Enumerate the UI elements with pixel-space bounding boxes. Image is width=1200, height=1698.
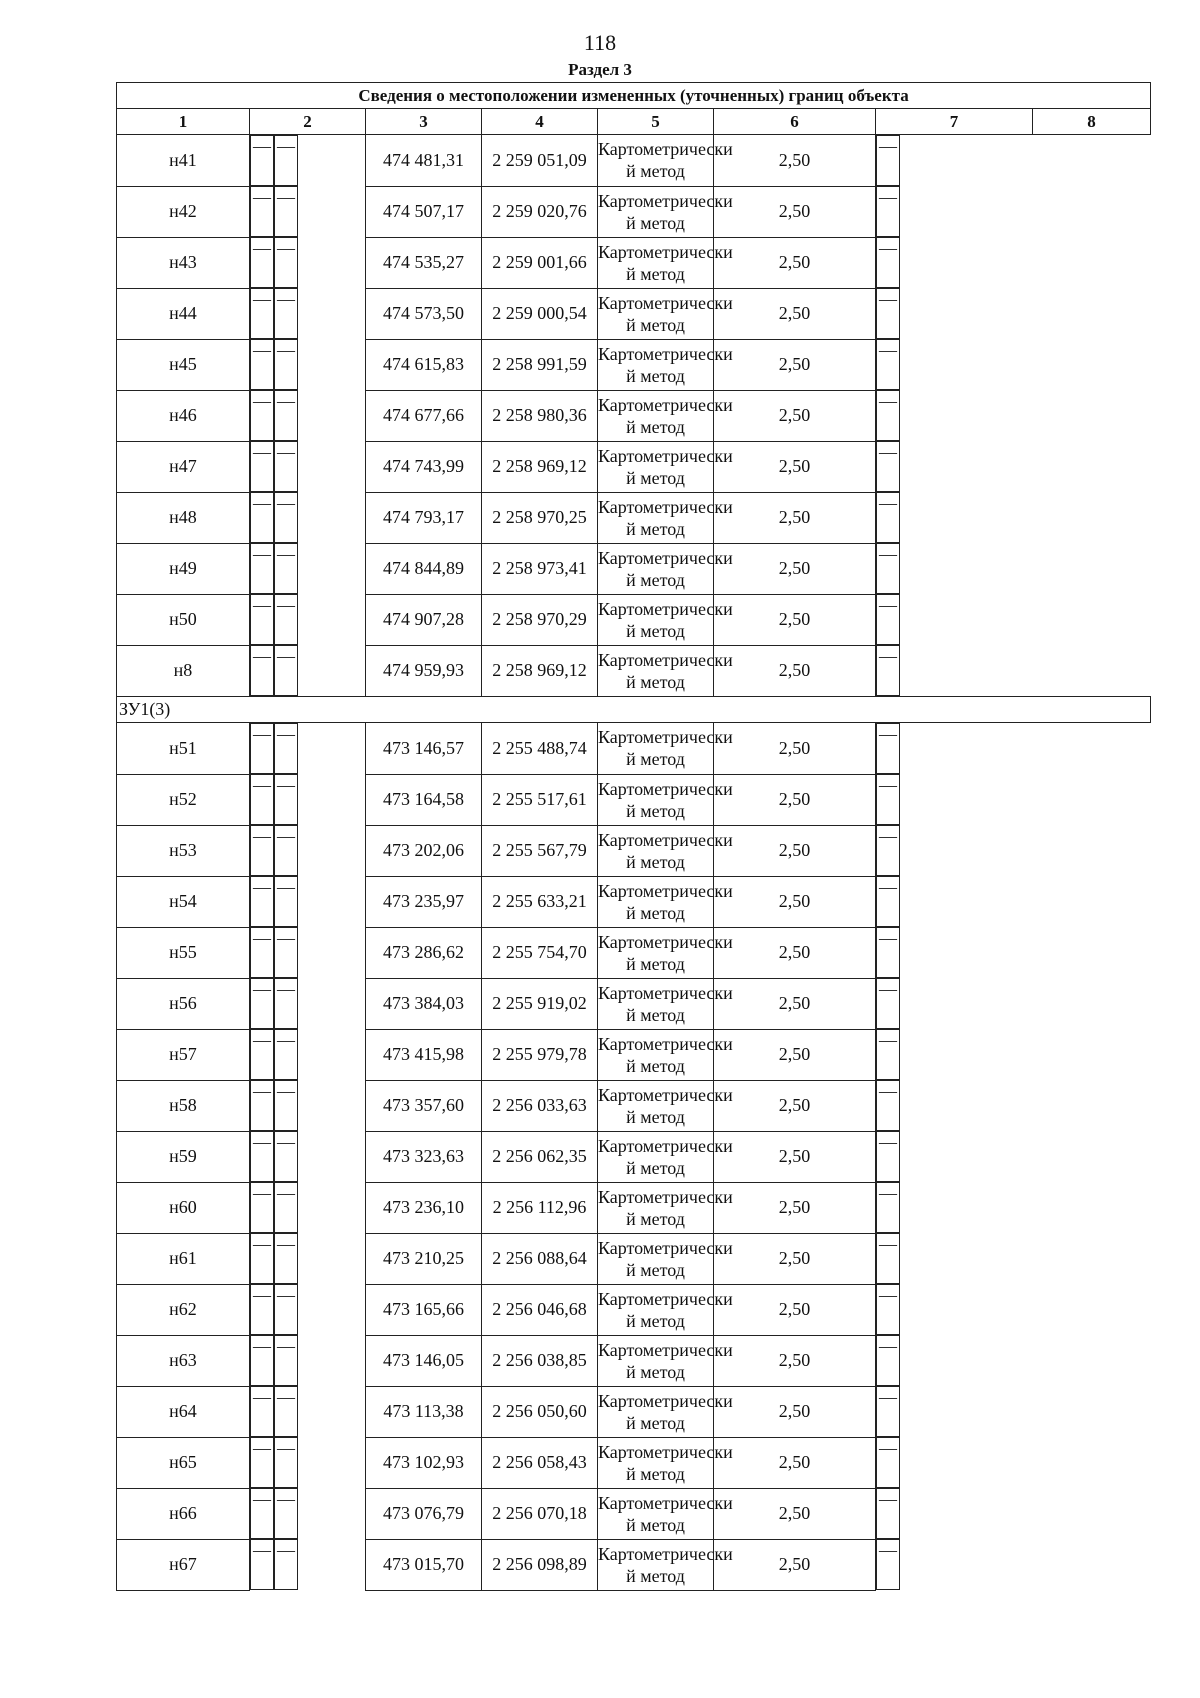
x-coordinate-cell: 473 102,93 [366,1437,482,1488]
method-cell: Картометрически й метод [598,186,714,237]
accuracy-cell: 2,50 [714,288,876,339]
x-coordinate-cell: 474 844,89 [366,543,482,594]
point-cell: н42 [117,186,250,237]
page-number: 118 [583,30,617,55]
point-cell: н63 [117,1335,250,1386]
col3-cell: — [274,390,298,441]
x-coordinate-cell: 473 146,05 [366,1335,482,1386]
col8-cell: — [876,1335,900,1386]
point-cell: н57 [117,1029,250,1080]
method-cell: Картометрически й метод [598,390,714,441]
col2-cell: — [250,978,274,1029]
accuracy-cell: 2,50 [714,441,876,492]
table-row [117,1029,1151,1080]
col8-cell: — [876,237,900,288]
x-coordinate-cell: 474 481,31 [366,135,482,187]
col8-cell: — [876,1386,900,1437]
table-row [117,237,1151,288]
accuracy-cell: 2,50 [714,1437,876,1488]
x-coordinate-cell: 473 415,98 [366,1029,482,1080]
x-coordinate-cell: 474 793,17 [366,492,482,543]
col2-cell: — [250,876,274,927]
table-row [117,543,1151,594]
table-row [117,441,1151,492]
table-row [117,876,1151,927]
point-cell: н55 [117,927,250,978]
col3-cell: — [274,186,298,237]
accuracy-cell: 2,50 [714,1539,876,1590]
y-coordinate-cell: 2 259 051,09 [482,135,598,187]
col2-cell: — [250,1539,274,1590]
col3-cell: — [274,978,298,1029]
table-row [117,1488,1151,1539]
table-row [117,135,1151,187]
x-coordinate-cell: 474 677,66 [366,390,482,441]
col3-cell: — [274,1233,298,1284]
method-cell: Картометрически й метод [598,135,714,187]
y-coordinate-cell: 2 259 000,54 [482,288,598,339]
col8-cell: — [876,186,900,237]
y-coordinate-cell: 2 256 112,96 [482,1182,598,1233]
point-cell: н65 [117,1437,250,1488]
table-row [117,1437,1151,1488]
col2-cell: — [250,723,274,774]
col8-cell: — [876,645,900,696]
x-coordinate-cell: 474 743,99 [366,441,482,492]
col2-cell: — [250,594,274,645]
x-coordinate-cell: 474 615,83 [366,339,482,390]
x-coordinate-cell: 473 113,38 [366,1386,482,1437]
table-row [117,825,1151,876]
point-cell: н52 [117,774,250,825]
point-cell: н53 [117,825,250,876]
y-coordinate-cell: 2 256 038,85 [482,1335,598,1386]
column-header: 5 [598,109,714,135]
table-row [117,927,1151,978]
col8-cell: — [876,1437,900,1488]
y-coordinate-cell: 2 259 020,76 [482,186,598,237]
x-coordinate-cell: 473 384,03 [366,978,482,1029]
col2-cell: — [250,186,274,237]
table-row [117,288,1151,339]
accuracy-cell: 2,50 [714,1029,876,1080]
col8-cell: — [876,492,900,543]
col8-cell: — [876,135,900,186]
col3-cell: — [274,1335,298,1386]
method-cell: Картометрически й метод [598,339,714,390]
y-coordinate-cell: 2 259 001,66 [482,237,598,288]
table-row [117,1335,1151,1386]
method-cell: Картометрически й метод [598,492,714,543]
x-coordinate-cell: 474 535,27 [366,237,482,288]
table-row [117,1284,1151,1335]
method-cell: Картометрически й метод [598,594,714,645]
table-row [117,1131,1151,1182]
x-coordinate-cell: 474 907,28 [366,594,482,645]
x-coordinate-cell: 473 286,62 [366,927,482,978]
section-title: Раздел 3 [568,60,632,79]
table-row [117,1539,1151,1590]
accuracy-cell: 2,50 [714,978,876,1029]
column-header: 3 [366,109,482,135]
method-cell: Картометрически й метод [598,1284,714,1335]
table-caption-row [117,83,1151,109]
col3-cell: — [274,1131,298,1182]
point-cell: н64 [117,1386,250,1437]
accuracy-cell: 2,50 [714,723,876,775]
col2-cell: — [250,390,274,441]
x-coordinate-cell: 473 164,58 [366,774,482,825]
col8-cell: — [876,1488,900,1539]
table-row [117,978,1151,1029]
point-cell: н47 [117,441,250,492]
y-coordinate-cell: 2 255 567,79 [482,825,598,876]
point-cell: н67 [117,1539,250,1590]
accuracy-cell: 2,50 [714,1131,876,1182]
col2-cell: — [250,543,274,594]
y-coordinate-cell: 2 255 754,70 [482,927,598,978]
point-cell: н54 [117,876,250,927]
point-cell: н8 [117,645,250,697]
method-cell: Картометрически й метод [598,1182,714,1233]
method-cell: Картометрически й метод [598,1131,714,1182]
method-cell: Картометрически й метод [598,774,714,825]
col3-cell: — [274,1386,298,1437]
accuracy-cell: 2,50 [714,135,876,187]
accuracy-cell: 2,50 [714,390,876,441]
col2-cell: — [250,1131,274,1182]
point-cell: н62 [117,1284,250,1335]
accuracy-cell: 2,50 [714,774,876,825]
col2-cell: — [250,1233,274,1284]
y-coordinate-cell: 2 256 058,43 [482,1437,598,1488]
col3-cell: — [274,825,298,876]
col2-cell: — [250,1080,274,1131]
col3-cell: — [274,288,298,339]
method-cell: Картометрически й метод [598,441,714,492]
table-row [117,1182,1151,1233]
table-row [117,594,1151,645]
col3-cell: — [274,339,298,390]
accuracy-cell: 2,50 [714,186,876,237]
column-header: 8 [1033,109,1151,135]
point-cell: н66 [117,1488,250,1539]
col2-cell: — [250,927,274,978]
accuracy-cell: 2,50 [714,1488,876,1539]
method-cell: Картометрически й метод [598,1335,714,1386]
point-cell: н58 [117,1080,250,1131]
col3-cell: — [274,237,298,288]
accuracy-cell: 2,50 [714,645,876,697]
col3-cell: — [274,594,298,645]
x-coordinate-cell: 473 357,60 [366,1080,482,1131]
method-cell: Картометрически й метод [598,1386,714,1437]
x-coordinate-cell: 473 235,97 [366,876,482,927]
y-coordinate-cell: 2 258 980,36 [482,390,598,441]
y-coordinate-cell: 2 256 033,63 [482,1080,598,1131]
x-coordinate-cell: 473 146,57 [366,723,482,775]
col8-cell: — [876,1080,900,1131]
method-cell: Картометрически й метод [598,1029,714,1080]
col8-cell: — [876,1284,900,1335]
col8-cell: — [876,774,900,825]
col3-cell: — [274,1437,298,1488]
y-coordinate-cell: 2 255 633,21 [482,876,598,927]
y-coordinate-cell: 2 255 979,78 [482,1029,598,1080]
col2-cell: — [250,1029,274,1080]
column-header: 6 [714,109,876,135]
col8-cell: — [876,1131,900,1182]
col2-cell: — [250,339,274,390]
accuracy-cell: 2,50 [714,339,876,390]
col8-cell: — [876,288,900,339]
table-row [117,723,1151,775]
point-cell: н48 [117,492,250,543]
col2-cell: — [250,492,274,543]
x-coordinate-cell: 473 323,63 [366,1131,482,1182]
method-cell: Картометрически й метод [598,927,714,978]
col2-cell: — [250,1182,274,1233]
method-cell: Картометрически й метод [598,825,714,876]
col8-cell: — [876,594,900,645]
x-coordinate-cell: 474 573,50 [366,288,482,339]
table-row [117,1386,1151,1437]
x-coordinate-cell: 473 165,66 [366,1284,482,1335]
method-cell: Картометрически й метод [598,1437,714,1488]
column-header: 1 [117,109,250,135]
column-header-row [117,109,1151,135]
y-coordinate-cell: 2 258 970,25 [482,492,598,543]
col8-cell: — [876,339,900,390]
coordinates-table [116,82,1151,1591]
y-coordinate-cell: 2 256 070,18 [482,1488,598,1539]
point-cell: н51 [117,723,250,775]
accuracy-cell: 2,50 [714,1335,876,1386]
accuracy-cell: 2,50 [714,825,876,876]
x-coordinate-cell: 473 210,25 [366,1233,482,1284]
col3-cell: — [274,1080,298,1131]
point-cell: н45 [117,339,250,390]
column-header: 4 [482,109,598,135]
col8-cell: — [876,723,900,774]
accuracy-cell: 2,50 [714,594,876,645]
accuracy-cell: 2,50 [714,1284,876,1335]
col2-cell: — [250,1437,274,1488]
point-cell: н43 [117,237,250,288]
y-coordinate-cell: 2 256 088,64 [482,1233,598,1284]
point-cell: н44 [117,288,250,339]
y-coordinate-cell: 2 255 488,74 [482,723,598,775]
method-cell: Картометрически й метод [598,645,714,697]
col2-cell: — [250,1386,274,1437]
table-row [117,390,1151,441]
method-cell: Картометрически й метод [598,543,714,594]
table-row [117,1080,1151,1131]
table-row [117,774,1151,825]
accuracy-cell: 2,50 [714,1080,876,1131]
table-row [117,645,1151,697]
col2-cell: — [250,288,274,339]
x-coordinate-cell: 473 076,79 [366,1488,482,1539]
point-cell: н60 [117,1182,250,1233]
col8-cell: — [876,978,900,1029]
col8-cell: — [876,1233,900,1284]
point-cell: н46 [117,390,250,441]
y-coordinate-cell: 2 256 050,60 [482,1386,598,1437]
table-caption: Сведения о местоположении измененных (уточненных) границ объекта [117,83,1151,109]
col3-cell: — [274,723,298,774]
point-cell: н41 [117,135,250,187]
accuracy-cell: 2,50 [714,876,876,927]
col2-cell: — [250,135,274,186]
method-cell: Картометрически й метод [598,1080,714,1131]
table-row [117,492,1151,543]
col3-cell: — [274,774,298,825]
x-coordinate-cell: 474 507,17 [366,186,482,237]
col3-cell: — [274,135,298,186]
col8-cell: — [876,1539,900,1590]
col3-cell: — [274,645,298,696]
col3-cell: — [274,876,298,927]
col3-cell: — [274,1488,298,1539]
y-coordinate-cell: 2 256 046,68 [482,1284,598,1335]
col8-cell: — [876,390,900,441]
method-cell: Картометрически й метод [598,1233,714,1284]
column-header: 7 [876,109,1033,135]
x-coordinate-cell: 473 202,06 [366,825,482,876]
col8-cell: — [876,927,900,978]
point-cell: н59 [117,1131,250,1182]
col2-cell: — [250,1335,274,1386]
col2-cell: — [250,825,274,876]
col2-cell: — [250,237,274,288]
table-row [117,186,1151,237]
col3-cell: — [274,543,298,594]
method-cell: Картометрически й метод [598,876,714,927]
accuracy-cell: 2,50 [714,492,876,543]
y-coordinate-cell: 2 258 970,29 [482,594,598,645]
method-cell: Картометрически й метод [598,723,714,775]
column-header: 2 [250,109,366,135]
table-row [117,1233,1151,1284]
point-cell: н61 [117,1233,250,1284]
col3-cell: — [274,927,298,978]
accuracy-cell: 2,50 [714,1386,876,1437]
accuracy-cell: 2,50 [714,543,876,594]
x-coordinate-cell: 473 015,70 [366,1539,482,1590]
accuracy-cell: 2,50 [714,237,876,288]
y-coordinate-cell: 2 256 098,89 [482,1539,598,1590]
table-row [117,339,1151,390]
group-row [117,697,1151,723]
col8-cell: — [876,825,900,876]
col2-cell: — [250,441,274,492]
y-coordinate-cell: 2 255 919,02 [482,978,598,1029]
y-coordinate-cell: 2 258 969,12 [482,441,598,492]
col8-cell: — [876,543,900,594]
accuracy-cell: 2,50 [714,1182,876,1233]
col3-cell: — [274,1284,298,1335]
accuracy-cell: 2,50 [714,1233,876,1284]
col2-cell: — [250,1284,274,1335]
accuracy-cell: 2,50 [714,927,876,978]
y-coordinate-cell: 2 256 062,35 [482,1131,598,1182]
method-cell: Картометрически й метод [598,1539,714,1590]
x-coordinate-cell: 474 959,93 [366,645,482,697]
col3-cell: — [274,492,298,543]
col3-cell: — [274,1182,298,1233]
point-cell: н49 [117,543,250,594]
method-cell: Картометрически й метод [598,978,714,1029]
point-cell: н56 [117,978,250,1029]
y-coordinate-cell: 2 255 517,61 [482,774,598,825]
group-label: ЗУ1(3) [117,697,1151,723]
col8-cell: — [876,876,900,927]
col2-cell: — [250,645,274,696]
point-cell: н50 [117,594,250,645]
col3-cell: — [274,441,298,492]
y-coordinate-cell: 2 258 969,12 [482,645,598,697]
method-cell: Картометрически й метод [598,1488,714,1539]
col2-cell: — [250,1488,274,1539]
x-coordinate-cell: 473 236,10 [366,1182,482,1233]
method-cell: Картометрически й метод [598,237,714,288]
col8-cell: — [876,441,900,492]
col8-cell: — [876,1029,900,1080]
col2-cell: — [250,774,274,825]
y-coordinate-cell: 2 258 973,41 [482,543,598,594]
col3-cell: — [274,1539,298,1590]
y-coordinate-cell: 2 258 991,59 [482,339,598,390]
method-cell: Картометрически й метод [598,288,714,339]
col8-cell: — [876,1182,900,1233]
col3-cell: — [274,1029,298,1080]
